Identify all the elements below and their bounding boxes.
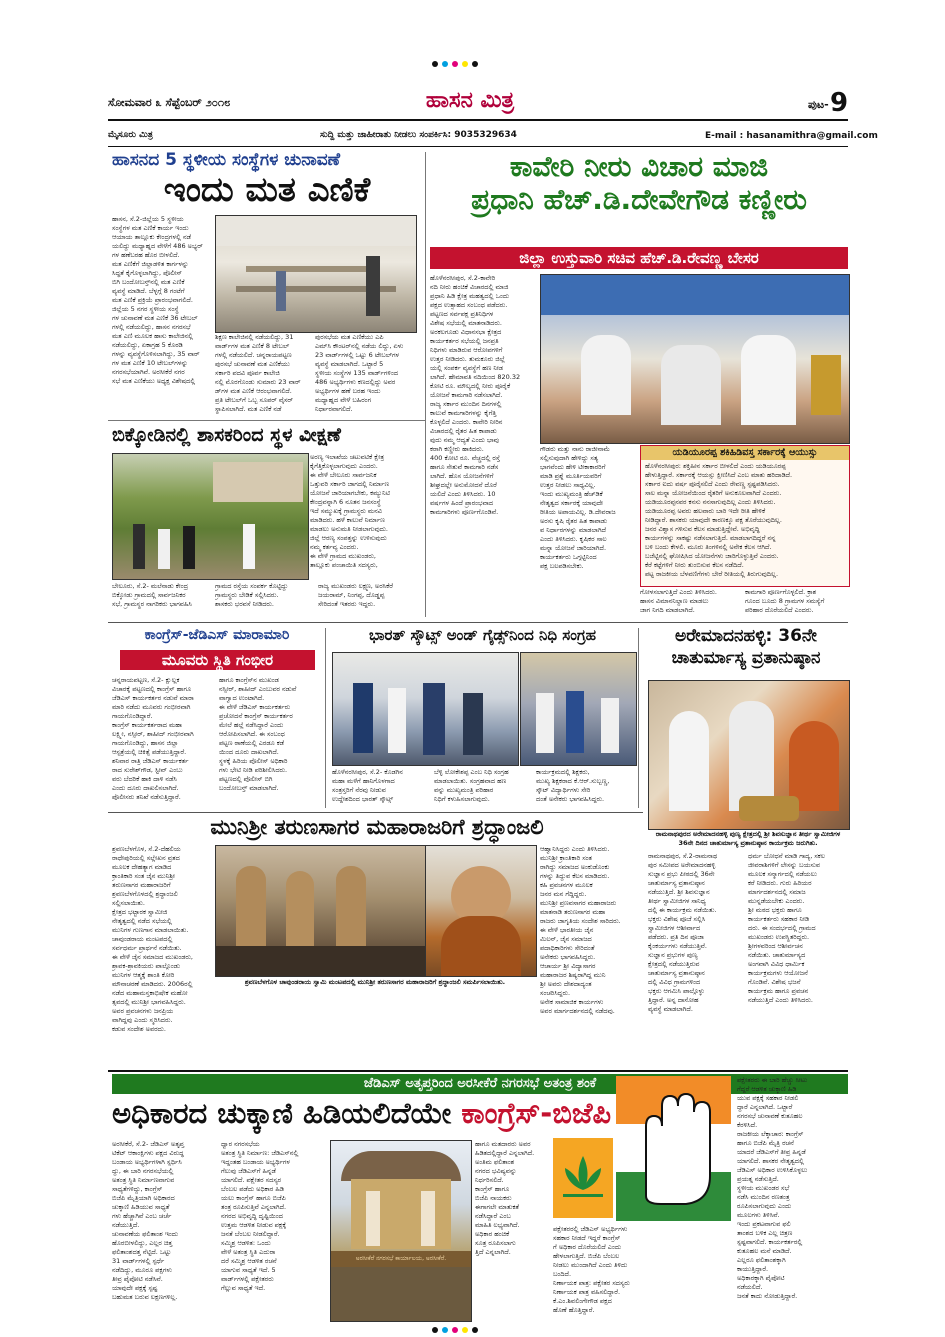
story6-headline-line1: ಅರೇಮಾದನಹಳ್ಳಿ: 36ನೇ — [675, 626, 817, 646]
scouts-photo-2 — [520, 652, 637, 766]
story6-body-col1: ರಾಮನಾಥಪುರ, ಸೆ.2-ರಾಮನಾಥ ಪುರ ಸಮೀಪದ ಅರೇಮಾದನಹಳ್ಳಿ ಸುಜ್ಞಾನ ಪ್ರಭು ಪೀಠದಲ್ಲಿ 36ನೇ ಚಾತುರ್ಮಾಸ್ಯ ವ್ರತಾನುಷ್ಠಾನ ನಡೆಯುತ್ತಿದೆ. ಶ್ರೀ ಶಿವಸುಜ್ಞಾನ ತೀರ್ಥ ಸ್ವಾಮೀಜಿಗಳ ಸಾನಿಧ್ಯ ದಲ್ಲಿ ಈ ಕಾರ್ಯಕ್ರಮ ನಡೆಯಿತು. ಭಕ್ತರು ವಿಶೇಷ ಪೂಜೆ ಸಲ್ಲಿಸಿ ಸ್ವಾಮೀಜಿಗಳ ಆಶೀರ್ವಾದ ಪಡೆದರು. ಪ್ರತಿ ದಿನ ಪೂಜಾ ಕೈಂಕರ್ಯಗಳು ನಡೆಯುತ್ತಿವೆ. ಸುಜ್ಞಾನ ಪ್ರಭುಗಳ ಪುಣ್ಯ ಕ್ಷೇತ್ರದಲ್ಲಿ ನಡೆಯುತ್ತಿರುವ ಚಾತುರ್ಮಾಸ್ಯ ವ್ರತಾನುಷ್ಠಾನ ದಲ್ಲಿ ವಿವಿಧ ಗ್ರಾಮಗಳಿಂದ ಭಕ್ತರು ಆಗಮಿಸಿ ಪಾಲ್ಗೊಳ್ಳು ತ್ತಿದ್ದಾರೆ. ಅನ್ನ ದಾಸೋಹ ವ್ಯವಸ್ಥೆ ಮಾಡಲಾಗಿದೆ. — [648, 852, 718, 1013]
story6-body-col2: ಧರ್ಮ ಬೋಧನೆ ಮಾಡಿ ಗಾದ್ಯ, ಸಕಲ ಜೀವರಾಶಿಗಳಿಗೆ ಲೇಸನ್ನು ಬಯಸುವ ಮೂಲಕ ಸನ್ಮಾರ್ಗದಲ್ಲಿ ನಡೆಯಲು ಕರೆ ನೀಡಿದರು. ಗುರು ಹಿರಿಯರ ಮಾರ್ಗದರ್ಶನದಲ್ಲಿ ಸಮಾಜ ಮುನ್ನಡೆಯಬೇಕು ಎಂದರು. ಶ್ರೀ ಮಠದ ಭಕ್ತರು ಹಾಗೂ ಕಾರ್ಯಕರ್ತರು ಸಹಕಾರ ನೀಡಿ ದರು. ಈ ಸಂದರ್ಭದಲ್ಲಿ ಗ್ರಾಮದ ಮುಖಂಡರು ಉಪಸ್ಥಿತರಿದ್ದರು. ಶ್ರೀಗಳವರಿಂದ ಆಶೀರ್ವಚನ ನಡೆಯಿತು. ಚಾತುರ್ಮಾಸ್ಯದ ಅಂಗವಾಗಿ ವಿವಿಧ ಧಾರ್ಮಿಕ ಕಾರ್ಯಕ್ರಮಗಳು ಆಯೋಜನೆ ಗೊಂಡಿವೆ. ವಿಶೇಷ ಭಜನೆ ಕಾರ್ಯಕ್ರಮ ಹಾಗೂ ಪ್ರವಚನ ನಡೆಯುತ್ತಿದೆ ಎಂದು ತಿಳಿಸಿದರು. — [748, 852, 825, 1004]
scouts-photo-1 — [332, 652, 519, 766]
story3-body-col1: ಅರಣ್ಯ ಇಲಾಖೆಯ ಚಟುವಟಿಕೆ ಕ್ಷೇತ್ರ ಕೈಗೆತ್ತಿಕೊಳ್ಳಲಾಗುವುದು ಎಂದರು. ಈ ವೇಳೆ ಬೇಲೂರು ಸಾರ್ವಜನಿಕ ಒತ್ತುವರಿ ಸರ್ಕಾರಿ ಜಾಗದಲ್ಲಿ ನಿರ್ಮಾಣ ಯೋಜನೆ ಜಾರಿಯಾಗಬೇಕು, ಕಮ್ಯುನಿಟಿ ಕೇಂದ್ರವನ್ನಾಗಿ 6 ನೂತನ ಜನಸಂಸ್ಥೆ ಇದೆ ಸಮ್ಮುಖಕ್ಕೆ ಗ್ರಾಮಸ್ಥರು ಮನವಿ ಮಾಡಿದರು. ಹಳೆ ಕಾಲುವೆ ನಿರ್ಮಾಣ ಮಾಡಲು ಅನುಮತಿ ನೀಡಲಾಗುವುದು. ಜಿಲ್ಲೆ ಆರಣ್ಯ ಸಂಪತ್ತನ್ನು ಉಳಿಸುವುದು ನಮ್ಮ ಕರ್ತವ್ಯ ಎಂದರು. ಈ ವೇಳೆ ಗ್ರಾಮದ ಮುಖಂಡರು, ತಾಲ್ಲೂಕು ಪಂಚಾಯಿತಿ ಸದಸ್ಯರು, — [310, 453, 391, 569]
story3-body-col2: ಬೇಲೂರು, ಸೆ.2- ಮಲೆನಾಡು ಕೇಂದ್ರ ಬಿಕ್ಕೋಡು ಗ್ರಾಮದಲ್ಲಿ ಸಾರ್ವಜನಿಕರ ಸಭೆ, ಗ್ರಾಮಸ್ಥರ ನಾಗರಿಕರು ಭಾಗವಹಿಸಿ — [112, 582, 192, 608]
bikkodu-site-photo — [112, 453, 309, 580]
story8-body-col5: ಪಕ್ಷೇತರರು ಈ ಬಾರಿ ಹೆಚ್ಚು ಸೀಟು ಗೆದ್ದರೆ ಆಡಳಿತ ಚುಕ್ಕಾಣಿ ಹಿಡಿ ಯುವ ಪಕ್ಷಕ್ಕೆ ಸಹಕಾರ ನೀಡಲಿ ದ್ದಾರೆ ಎನ್ನಲಾಗಿದೆ. ಒಟ್ಟಾರೆ ನಗರಸಭೆ ಚುನಾವಣೆ ಕುತೂಹಲ ಕೆರಳಿಸಿದೆ. ರಾಜಕೀಯ ಲೆಕ್ಕಾಚಾರ: ಕಾಂಗ್ರೆಸ್ ಹಾಗೂ ಬಿಜೆಪಿ ಮೈತ್ರಿ ರಚನೆ ಯಾದರೆ ಜೆಡಿಎಸ್‌ಗೆ ತೀವ್ರ ಹಿನ್ನಡೆ ಯಾಗಲಿದೆ. ಶಾಸಕರ ನೇತೃತ್ವದಲ್ಲಿ ಜೆಡಿಎಸ್ ಅಧಿಕಾರ ಉಳಿಸಿಕೊಳ್ಳಲು ಪ್ರಯತ್ನ ನಡೆಸುತ್ತಿದೆ. ಸ್ಥಳೀಯ ಮುಖಂಡರ ಸಭೆ ನಡೆಸಿ ಮುಂದಿನ ರಣತಂತ್ರ ರೂಪಿಸಲಾಗುವುದು ಎಂದು ಮೂಲಗಳು ತಿಳಿಸಿವೆ. ಇಂದು ಪ್ರಕಟವಾಗುವ ಫಲಿ ತಾಂಶದ ಬಳಿಕ ಎಲ್ಲ ಚಿತ್ರಣ ಸ್ಪಷ್ಟವಾಗಲಿದೆ. ಕಾರ್ಯಕರ್ತರಲ್ಲಿ ಕುತೂಹಲ ಮನೆ ಮಾಡಿದೆ. ಎಲ್ಲರೂ ಫಲಿತಾಂಶಕ್ಕಾಗಿ ಕಾಯುತ್ತಿದ್ದಾರೆ. ಅಧಿಕಾರಕ್ಕಾಗಿ ಪೈಪೋಟಿ ನಡೆಯಲಿದೆ. ಜನತೆ ಕಾದು ನೋಡುತ್ತಿದ್ದಾರೆ. — [737, 1076, 808, 1300]
story8-body-col2: ಧ್ವಾರ ನಗರಸಭೆಯ ಅತಂತ್ರ ಸ್ಥಿತಿ ನಿರ್ಮಾಣ: ಜೆಡಿಎಸ್‌ನಲ್ಲಿ ಇದ್ದಂತಹ ಬಂಡಾಯ ಅಭ್ಯರ್ಥಿಗಳ ಗೆಲುವು ಜೆಡಿಎಸ್‌ಗೆ ಹಿನ್ನಡೆ ಯಾಗಲಿದೆ. ಪಕ್ಷೇತರ ಸದಸ್ಯರ ಬೆಂಬಲ ಪಡೆದು ಅಧಿಕಾರ ಹಿಡಿ ಯಲು ಕಾಂಗ್ರೆಸ್ ಹಾಗೂ ಬಿಜೆಪಿ ತಂತ್ರ ರೂಪಿಸುತ್ತಿವೆ ಎನ್ನಲಾಗಿದೆ. ನಗರದ ಅಭಿವೃದ್ಧಿ ದೃಷ್ಟಿಯಿಂದ ಉತ್ತಮ ಆಡಳಿತ ನೀಡುವ ಪಕ್ಷಕ್ಕೆ ಜನತೆ ಬೆಂಬಲ ನೀಡಲಿದ್ದಾರೆ. ಸಮ್ಮಿಶ್ರ ಆಡಳಿತ: ಒಂದು ವೇಳೆ ಅತಂತ್ರ ಸ್ಥಿತಿ ಎದುರಾ ದರೆ ಸಮ್ಮಿಶ್ರ ಆಡಳಿತ ರಚನೆ ಯಾಗುವ ಸಾಧ್ಯತೆ ಇದೆ. 5 ವಾರ್ಡ್‌ಗಳಲ್ಲಿ ಪಕ್ಷೇತರರು ಗೆಲ್ಲುವ ಸಾಧ್ಯತೆ ಇದೆ. — [221, 1140, 299, 1292]
arsikere-office-photo — [330, 1140, 472, 1322]
bjp-lotus-symbol — [553, 1138, 613, 1218]
story8-headline-part2: ಕಾಂಗ್ರೆಸ್-ಬಿಜೆಪಿ — [461, 1096, 612, 1130]
story8-top-rule — [108, 1070, 848, 1072]
tarunsagar-portrait-photo — [425, 845, 537, 977]
story2-headline-line2: ಪ್ರಧಾನಿ ಹೆಚ್.ಡಿ.ದೇವೇಗೌಡ ಕಣ್ಣೀರು — [471, 183, 807, 217]
story1-body-col3: ಪುರಸಭೆಯ ಮತ ಎಣಿಕೆಯು ಎಪಿ ಎಮ್‌ಸಿ ಕೌಂಟರ್‌ನಲ್ಲಿ ನಡೆಯ ಲಿದ್ದು, ಏಳು 23 ವಾರ್ಡ್‌ಗಳಲ್ಲಿ ಒಟ್ಟು 6 ಟೇಬಲ್‌ಗಳ ವ್ಯವಸ್ಥೆ ಮಾಡಲಾಗಿದೆ. ಒಟ್ಟಾರೆ 5 ಸ್ಥಳೀಯ ಸಂಸ್ಥೆಗಳ 135 ವಾರ್ಡ್‌ಗಳಿಂದ 486 ಅಭ್ಯರ್ಥಿಗಳು ಕಣದಲ್ಲಿದ್ದು ಅವರ ಅಭ್ಯರ್ಥಿಗಳ ಹಣೆ ಬರಹ ಇಂದು ಮಧ್ಯಾಹ್ನದ ವೇಳೆ ಬಹಿರಂಗ ನಿರ್ಧಾರವಾಗಲಿದೆ. — [315, 333, 404, 413]
story7-body-col1: ಶ್ರವಣಬೆಳಗೊಳ, ಸೆ.2-ದೆಹಲಿಯ ರಾಧೇಪುರಿಯಲ್ಲಿ ಸಲ್ಲೇಖನ ವ್ರತದ ಮೂಲಕ ದೇಹತ್ಯಾಗ ಮಾಡಿದ ಕ್ರಾಂತಿಕಾರಿ ಸಂತ ಜೈನ ಮುನಿಶ್ರೀ ತರುಣಸಾಗರ ಮಹಾರಾಜರಿಗೆ ಶ್ರವಣಬೆಳಗೊಳದಲ್ಲಿ ಶ್ರದ್ಧಾಂಜಲಿ ಸಲ್ಲಿಸಲಾಯಿತು. ಕ್ಷೇತ್ರದ ಭಟ್ಟಾರಕ ಸ್ವಾಮೀಜಿ ನೇತೃತ್ವದಲ್ಲಿ ನಡೆದ ಸಭೆಯಲ್ಲಿ ಮುನಿಗಳ ಗುಣಗಾನ ಮಾಡಲಾಯಿತು. ಚಾವುಂಡರಾಯ ಮಂಟಪದಲ್ಲಿ ಸರ್ವಧರ್ಮ ಪ್ರಾರ್ಥನೆ ನಡೆಯಿತು. ಈ ವೇಳೆ ಜೈನ ಸಮಾಜದ ಮುಖಂಡರು, ಶ್ರಾವಕ-ಶ್ರಾವಕಿಯರು ಪಾಲ್ಗೊಂಡು ಮುನಿಗಳ ಆತ್ಮಕ್ಕೆ ಶಾಂತಿ ಕೋರಿ ಮೌನಾಚರಣೆ ಮಾಡಿದರು. 2006ರಲ್ಲಿ ನಡೆದ ಮಹಾಮಸ್ತಕಾಭಿಷೇಕ ಮಹೋ ತ್ಸವದಲ್ಲಿ ಮುನಿಶ್ರೀ ಭಾಗವಹಿಸಿದ್ದರು. ಅವರ ಪ್ರವಚನಗಳು ಜನಪ್ರಿಯ ವಾಗಿದ್ದವು ಎಂದು ಸ್ಮರಿಸಿದರು. ಕಡುವ ಸಂದೇಶ ಅವರದು. — [112, 845, 193, 1033]
story8-body-col4: ಪಕ್ಷೇತರರಲ್ಲಿ ಜೆಡಿಎಸ್ ಅಭ್ಯರ್ಥಿಗಳು ಸಹಕಾರ ನೀಡದೆ ಇದ್ದರೆ ಕಾಂಗ್ರೆಸ್ ಗೆ ಅಧಿಕಾರ ದೊರೆಯಲಿದೆ ಎಂದು ಹೇಳಲಾಗುತ್ತಿದೆ. ಬಿಜೆಪಿ ಬೆಂಬಲ ನೀಡಲು ಮುಂದಾಗಿದೆ ಎಂದು ತಿಳಿದು ಬಂದಿದೆ. ನಿರ್ಣಾಯಕ ಪಾತ್ರ: ಪಕ್ಷೇತರ ಸದಸ್ಯರು ನಿರ್ಣಾಯಕ ಪಾತ್ರ ವಹಿಸಲಿದ್ದಾರೆ. ಕೆ.ಎಂ.ಶಿವಲಿಂಗೇಗೌಡ ಪಕ್ಷದ ಹೊಣೆ ಹೊತ್ತಿದ್ದಾರೆ. — [553, 1225, 630, 1314]
story7-caption: ಶ್ರವಣಬೆಳಗೊಳ ಚಾವುಂಡರಾಯ ಸ್ವಾಮಿ ಮಂಟಪದಲ್ಲಿ ಮುನಿಶ್ರೀ ತರುಣಸಾಗರ ಮಹಾರಾಜರಿಗೆ ಶ್ರದ್ಧಾಂಜಲಿ ಸಮರ್ಪಿಸಲಾಯಿತು. — [244, 978, 506, 986]
story7-body-col4: ಆಹ್ವಾನಿಸಿದ್ದರು ಎಂದು ತಿಳಿಸಿದರು. ಮುನಿಶ್ರೀ ಕ್ರಾಂತಿಕಾರಿ ಸಂತ ರಾಗಿದ್ದು ಸಮಾಜದ ಅಂಕುಡೊಂಕು ಗಳನ್ನು ತಿದ್ದುವ ಕೆಲಸ ಮಾಡಿದರು. ಕಹಿ ಪ್ರವಚನಗಳ ಮೂಲಕ ಜನರ ಮನ ಗೆದ್ದಿದ್ದರು. ಮುನಿಶ್ರೀ ಪ್ರಣವಸಾಗರ ಮಹಾರಾಜರು ಮಾತನಾಡಿ ತರುಣಸಾಗರ ಮಹಾ ರಾಜರು ಜಾಗೃತಿಯ ಸಂದೇಶ ಸಾರಿದರು. ಈ ವೇಳೆ ಭಾರತೀಯ ಜೈನ ಮಿಲನ್, ಜೈನ ಸಮಾಜದ ಪದಾಧಿಕಾರಿಗಳು ಸೇರಿದಂತೆ ಅನೇಕರು ಭಾಗವಹಿಸಿದ್ದರು. ಆಚಾರ್ಯ ಶ್ರೀ ವಿದ್ಯಾಸಾಗರ ಮಹಾರಾಜರ ಶಿಷ್ಯರಾಗಿದ್ದ ಮುನಿ ಶ್ರೀ ಅವರು ದೇಶದಾದ್ಯಂತ ಸಂಚರಿಸಿದ್ದರು. ಅನೇಕ ಸಾಮಾಜಿಕ ಕಾರ್ಯಗಳು ಅವರ ಮಾರ್ಗದರ್ಶನದಲ್ಲಿ ನಡೆದವು. — [540, 845, 621, 1015]
arsikere-office-sign: ಅರಸೀಕೆರೆ ನಗರಸಭೆ ಕಾರ್ಯಾಲಯ, ಅರಸೀಕೆರೆ. — [331, 1251, 471, 1267]
story2-body-col2: ಗೌಡರು ಮತ್ತು ನಾನು ರಾಜೀನಾಮೆ ಸಲ್ಲಿಸುವುದಾಗಿ ಹೇಳಿದ್ದು ಸತ್ಯ ಭಾಗವೆಂದು ಹೇಳಿ ಟೀಕಾಕಾರರಿಗೆ ಮಾಡಿ ಪ್ರಶ್ನೆ ಮೂರ್ತಿಯವರಿಗೆ ಉತ್ತರ ನೀಡಲು ಸಾಧ್ಯವಿಲ್ಲ. ಇಂದು ಮುಖ್ಯಮಂತ್ರಿ ಹೆಚ್‌ಡಿಕೆ ನೇತೃತ್ವದ ಸರ್ಕಾರಕ್ಕೆ ಯಾವುದೇ ರೀತಿಯ ಅಪಾಯವಿಲ್ಲ. ಡಿ.ದೇವರಾಜ ಅರಸು ಕೃಷಿ ರೈತರ ಹಿತ ಕಾಪಾಡು ವ ನಿರ್ಧಾರಗಳನ್ನು ಮಾಡಲಾಗಿದೆ ಎಂದು ತಿಳಿಸಿದರು. ಕೃಷಿಕರ ಸಾಲ ಮನ್ನಾ ಯೋಜನೆ ಜಾರಿಯಾಗಿದೆ. ಕಾರ್ಯಕರ್ತರು ಒಗ್ಗಟ್ಟಿನಿಂದ ಪಕ್ಷ ಬಲಪಡಿಸಬೇಕು. — [540, 445, 616, 570]
lotus-icon — [553, 1138, 613, 1218]
story5-body-col1: ಹೊಳೆನರಸೀಪುರ, ಸೆ.2- ಕೊಡಗಿನ ಮಹಾ ಮಳೆಗೆ ಹಾನಿಗೊಳಗಾದ ಸಂತ್ರಸ್ತರಿಗೆ ನೆರವು ನೀಡುವ ಉದ್ದೇಶದಿಂದ ಭಾರತ್ ಸ್ಕೌಟ್ಸ್ — [332, 768, 403, 803]
page-number: 9 — [830, 88, 849, 118]
story7-top-rule — [108, 812, 643, 813]
tagline: ಮೈಸೂರು ಮಿತ್ರ — [108, 130, 153, 140]
story8-kicker: ಜೆಡಿಎಸ್ ಅತೃಪ್ತರಿಂದ ಅರಸೀಕೆರೆ ನಗರಸಭೆ ಅತಂತ್ರ ಶಂಕೆ — [112, 1074, 848, 1094]
story8-headline-part1: ಅಧಿಕಾರದ ಚುಕ್ಕಾಣಿ ಹಿಡಿಯಲಿದೆಯೇ — [112, 1096, 452, 1130]
story2-body-col4: ಕಾಮಗಾರಿ ಪೂರ್ಣಗೊಳ್ಳಲಿದೆ. ಕ್ರಾಶ ಗೂಂದ ಬೂದು 8 ಗ್ರಾಮಗಳ ಸಮಸ್ಯೆಗೆ ಪರಿಹಾರ ದೊರೆಯಲಿದೆ ಎಂದರು. — [745, 588, 825, 614]
issue-date: ಸೋಮವಾರ ೩ ಸೆಪ್ಟೆಂಬರ್ ೨೦೧೮ — [108, 96, 231, 109]
story3-headline: ಬಿಕ್ಕೋಡಿನಲ್ಲಿ ಶಾಸಕರಿಂದ ಸ್ಥಳ ವೀಕ್ಷಣೆ — [112, 424, 341, 446]
story7-headline: ಮುನಿಶ್ರೀ ತರುಣಸಾಗರ ಮಹಾರಾಜರಿಗೆ ಶ್ರದ್ಧಾಂಜಲಿ — [210, 815, 544, 839]
chaturmasya-photo — [648, 680, 850, 830]
story6-caption: ರಾಮನಾಥಪುರದ ಅರೇಮಾದನಹಳ್ಳಿ ಪುಣ್ಯ ಕ್ಷೇತ್ರದಲ್ಲಿ ಶ್ರೀ ಶಿವಸುಜ್ಞಾನ ತೀರ್ಥ ಸ್ವಾಮೀಜಿಗಳ 36ನೇ ದಿನದ ಚಾತುರ್ಮಾಸ್ಯ ವ್ರತಾನುಷ್ಠಾನ ಕಾರ್ಯಕ್ರಮ ಜರುಗಿತು. — [655, 830, 841, 847]
congress-hand-symbol — [616, 1076, 731, 1221]
story8-body-col1: ಅರಸೀಕೆರೆ, ಸೆ.2- ಜೆಡಿಎಸ್ ಅತೃಪ್ತ ಟಿಕೆಟ್ ಆಕಾಂಕ್ಷಿಗಳು ಪಕ್ಷದ ವಿರುದ್ಧ ಬಂಡಾಯ ಅಭ್ಯರ್ಥಿಗಳಾಗಿ ಸ್ಪರ್ಧಿಸಿ ದ್ದು, ಈ ಬಾರಿ ನಗರಸಭೆಯಲ್ಲಿ ಅತಂತ್ರ ಸ್ಥಿತಿ ನಿರ್ಮಾಣವಾಗುವ ಸಾಧ್ಯತೆಗಳಿದ್ದು, ಕಾಂಗ್ರೆಸ್ ಬಿಜೆಪಿ ಮೈತ್ರಿಯಾಗಿ ಅಧಿಕಾರದ ಚುಕ್ಕಾಣಿ ಹಿಡಿಯುವ ಸಾಧ್ಯತೆ ಗಳು ಹೆಚ್ಚಾಗಿವೆ ಎಂಬ ಚರ್ಚೆ ನಡೆಯುತ್ತಿದೆ. ಚುನಾವಣೆಯ ಫಲಿತಾಂಶ ಇಂದು ಹೊರಬೀಳಲಿದ್ದು, ಎಲ್ಲರ ಚಿತ್ತ ಫಲಿತಾಂಶದತ್ತ ನೆಟ್ಟಿದೆ. ಒಟ್ಟು 31 ವಾರ್ಡ್‌ಗಳಲ್ಲಿ ಸ್ಪರ್ಧೆ ನಡೆದಿದ್ದು, ಮೂರೂ ಪಕ್ಷಗಳು ತೀವ್ರ ಪೈಪೋಟಿ ನಡೆಸಿವೆ. ಯಾವುದೇ ಪಕ್ಷಕ್ಕೆ ಸ್ಪಷ್ಟ ಬಹುಮತ ಬರುವ ಲಕ್ಷಣಗಳಿಲ್ಲ. — [112, 1140, 185, 1301]
story2-subhead: ಜಿಲ್ಲಾ ಉಸ್ತುವಾರಿ ಸಚಿವ ಹೆಚ್.ಡಿ.ರೇವಣ್ಣ ಬೇಸರ — [430, 247, 848, 269]
story5-body-col2: ಬೆಳ್ಳಿ ಲೋಕೇಶಪ್ಪ ಎಂಬ ನಿಧಿ ಸಂಗ್ರಹ ಮಾಡಲಾಯಿತು. ಸಂಗ್ರಹವಾದ ಹಣ ವನ್ನು ಮುಖ್ಯಮಂತ್ರಿ ಪರಿಹಾರ ನಿಧಿಗೆ ಕಳುಹಿಸಲಾಗುವುದು. — [434, 768, 509, 803]
tarunsagar-tribute-photo — [215, 845, 427, 977]
devegowda-event-photo — [540, 274, 850, 444]
story5-body-col3: ಕಾರ್ಯಕ್ರಮದಲ್ಲಿ ಶಿಕ್ಷಕರು, ಮುಖ್ಯ ಶಿಕ್ಷಕರಾದ ಕೆ.ಆರ್.ಸುಬ್ಬಣ್ಣ, ಸ್ಕೌಟ್ ವಿದ್ಯಾರ್ಥಿಗಳು ಸೇರಿ ದಂತೆ ಅನೇಕರು ಭಾಗವಹಿಸಿದ್ದರು. — [536, 768, 610, 803]
story8-body-col3: ಹಾಗೂ ಮತದಾರರು ಅವರ ಹಿಡಿತದಲ್ಲಿದ್ದಾರೆ ಎನ್ನಲಾಗಿದೆ. ಅಂತಿಮ ಫಲಿತಾಂಶ ನಗರದ ಭವಿಷ್ಯವನ್ನು ನಿರ್ಧರಿಸಲಿದೆ. ಕಾಂಗ್ರೆಸ್ ಹಾಗೂ ಬಿಜೆಪಿ ನಾಯಕರು ಈಗಾಗಲೇ ಮಾತುಕತೆ ನಡೆಸಿದ್ದಾರೆ ಎಂಬ ಮಾಹಿತಿ ಲಭ್ಯವಾಗಿದೆ. ಅಧಿಕಾರ ಹಂಚಿಕೆ ಸೂತ್ರ ರೂಪಿಸಲಾಗು ತ್ತಿದೆ ಎನ್ನಲಾಗಿದೆ. — [475, 1140, 535, 1256]
row2-divider-a — [325, 628, 326, 808]
story3-body-col4: ರಾಜ್ಯ ಮುಖಂಡರು ಲಕ್ಷ್ಮಣ, ಅರಸಿಕೆರೆ ಜಯರಾಮ್, ನಿಂಗಪ್ಪ, ದೊಡ್ಡಪ್ಪ ಸೇರಿದಂತೆ ಇತರರು ಇದ್ದರು. — [318, 582, 393, 608]
story4-body-col2: ಹಾಗೂ ಕಾಂಗ್ರೆಸ್‌ನ ಮುಖಂಡ ನಸ್ಸೀರ್, ಶಾಹೀದ್ ಎಂಬುವರ ನಡುವೆ ವಾಗ್ವಾದ ಉಂಟಾಗಿದೆ. ಈ ವೇಳೆ ಜೆಡಿಎಸ್ ಕಾರ್ಯಕರ್ತರು ಪ್ರಚೋದನೆ ಕಾಂಗ್ರೆಸ್ ಕಾರ್ಯಕರ್ತರ ಮೇಲೆ ಹಲ್ಲೆ ನಡೆಸಿದ್ದಾರೆ ಎಂದು ಆರೋಪಿಸಲಾಗಿದೆ. ಈ ಸಂಬಂಧ ಪಟ್ಟಣ ಠಾಣೆಯಲ್ಲಿ ಎರಡೂ ಕಡೆ ಯಿಂದ ದೂರು ದಾಖಲಾಗಿದೆ. ಸ್ಥಳಕ್ಕೆ ಹಿರಿಯ ಪೊಲೀಸ್ ಅಧಿಕಾರಿ ಗಳು ಭೇಟಿ ನೀಡಿ ಪರಿಶೀಲಿಸಿದರು. ಪಟ್ಟಣದಲ್ಲಿ ಪೊಲೀಸ್ ಬಿಗಿ ಬಂದೋಬಸ್ತ್ ಮಾಡಲಾಗಿದೆ. — [219, 676, 297, 792]
story2-body-col1: ಹೊಳೆನರಸೀಪುರ, ಸೆ.2-ಕಾವೇರಿ ನದಿ ನೀರು ಹಂಚಿಕೆ ವಿಚಾರದಲ್ಲಿ ಮಾಜಿ ಪ್ರಧಾನಿ ಹಿಡಿ ಕ್ಷೇತ್ರ ಮಹತ್ವದಲ್ಲಿ ಒಂದು ಪಕ್ಷದ ಉತ್ಸಾಹದ ಸಂಬಂಧ ಪಡೆದರು. ಪಟ್ಟಣದ ಸರ್ವಪಕ್ಷ ಪ್ರತಿನಿಧಿಗಳ ವಿಶೇಷ ಸಭೆಯಲ್ಲಿ ಮಾತನಾಡಿದರು. ಅರಕಲಗೂಡು ವಿಧಾನಸಭಾ ಕ್ಷೇತ್ರದ ಕಾರ್ಯಕರ್ತರ ಸಭೆಯಲ್ಲಿ ಜನಪ್ರತಿ ನಿಧಿಗಳು ಮಾಡಿರುವ ಆರೋಪಗಳಿಗೆ ಉತ್ತರ ನೀಡಿದರು. ತುಮಕೂರು ಜಿಲ್ಲೆ ಯಲ್ಲಿ ಸಂಪರ್ಕ ವ್ಯವಸ್ಥೆಗೆ ಹಣ ನೀಡ ಲಾಗಿದೆ. ಹೇಮಾವತಿ ನದಿಯಿಂದ 820.32 ಕೋಟಿ ರೂ. ಮೌಲ್ಯದಲ್ಲಿ ನೀರು ಪೂರೈಕೆ ಯೋಜನೆ ಕಾಮಗಾರಿ ನಡೆಸಲಾಗಿದೆ. ರಾಜ್ಯ ಸರ್ಕಾರ ಮುಂದಿನ ದಿನಗಳಲ್ಲಿ ಕಾಲುವೆ ಕಾಮಗಾರಿಗಳನ್ನು ಕೈಗೆತ್ತಿ ಕೊಳ್ಳಲಿದೆ ಎಂದರು. ಕಾವೇರಿ ನೀರಿನ ವಿಚಾರದಲ್ಲಿ ರೈತರ ಹಿತ ಕಾಪಾಡು ವುದು ನಮ್ಮ ಆದ್ಯತೆ ಎಂದು ಭಾವು ಕರಾಗಿ ಕಣ್ಣೀರು ಹಾಕಿದರು. 400 ಕೋಟಿ ರೂ. ವೆಚ್ಚದಲ್ಲಿ ರಸ್ತೆ ಹಾಗೂ ಸೇತುವೆ ಕಾಮಗಾರಿ ನಡೆಸ ಲಾಗಿದೆ. ಹೊಸ ಯೋಜನೆಗಳಿಗೆ ಶೀಘ್ರದಲ್ಲೇ ಅನುಮೋದನೆ ದೊರೆ ಯಲಿದೆ ಎಂದು ತಿಳಿಸಿದರು. 10 ವರ್ಷಗಳ ಹಿಂದೆ ಪ್ರಾರಂಭವಾದ ಕಾಮಗಾರಿಗಳು ಪೂರ್ಣಗೊಂಡಿವೆ. — [430, 274, 521, 516]
counting-hall-photo — [215, 215, 417, 333]
story4-body-col1: ಚನ್ನರಾಯಪಟ್ಟಣ, ಸೆ.2- ಕ್ಷುಲ್ಲಕ ವಿಚಾರಕ್ಕೆ ಪಟ್ಟಣದಲ್ಲಿ ಕಾಂಗ್ರೆಸ್ ಹಾಗೂ ಜೆಡಿಎಸ್ ಕಾರ್ಯಕರ್ತರ ನಡುವೆ ಮಾರಾ ಮಾರಿ ನಡೆದು ಮೂವರು ಗಂಭೀರವಾಗಿ ಗಾಯಗೊಂಡಿದ್ದಾರೆ. ಕಾಂಗ್ರೆಸ್ ಕಾರ್ಯಕರ್ತರಾದ ಮಹಾ ಲಕ್ಷ್ಮೀ, ನಸ್ಸೀರ್, ಶಾಹೀದ್ ಗಂಭೀರವಾಗಿ ಗಾಯಗೊಂಡಿದ್ದು, ಹಾಸನ ಜಿಲ್ಲಾ ಆಸ್ಪತ್ರೆಯಲ್ಲಿ ಚಿಕಿತ್ಸೆ ಪಡೆಯುತ್ತಿದ್ದಾರೆ. ಶನಿವಾರ ರಾತ್ರಿ ಜೆಡಿಎಸ್ ಕಾರ್ಯಕರ್ತ ರಾದ ಸುರೇಶ್‌ಗೌಡ, ಸ್ಟೀವ್ ಎಂಬು ವರು ಬೆದರಿಕೆ ಹಾಕಿ ದಾಳಿ ನಡೆಸಿ ಎಂದು ದೂರು ದಾಖಲಿಸಲಾಗಿದೆ. ಪೊಲೀಸರು ತನಿಖೆ ನಡೆಸುತ್ತಿದ್ದಾರೆ. — [112, 676, 194, 801]
yeddyurappa-box-title: ಯಡಿಯೂರಪ್ಪ ಶಕಿಹಿಡಿವಸ್ತ ಸರ್ಕಾರಕ್ಕೆ ಆಯುಸ್ಸು — [641, 446, 849, 460]
news-contact: ಸುದ್ದಿ ಮತ್ತು ಜಾಹೀರಾತು ನೀಡಲು ಸಂಪರ್ಕಿಸಿ: 9035329634 — [320, 130, 517, 140]
subheader-rule — [108, 146, 848, 147]
story6-headline-line2: ಚಾತುರ್ಮಾಸ್ಯ ವ್ರತಾನುಷ್ಠಾನ — [671, 648, 821, 668]
story1-headline: ಇಂದು ಮತ ಎಣಿಕೆ — [163, 170, 371, 210]
story2-body-col3: ಗೋಳಸಲಾಗುತ್ತಿದೆ ಎಂದು ತಿಳಿಸಿದರು. ಹಾಸನ ವಿಮಾನನಿಲ್ದಾಣ ಮಾಡಲು ಜಾಗ ನಿಗದಿ ಮಾಡಲಾಗಿದೆ. — [640, 588, 717, 614]
story5-headline: ಭಾರತ್ ಸ್ಕೌಟ್ಸ್ ಅಂಡ್ ಗೈಡ್ಸ್‌ನಿಂದ ನಿಧಿ ಸಂಗ್ರಹ — [369, 626, 596, 644]
row2-divider-b — [638, 628, 639, 808]
page-label: ಪುಟ- — [808, 98, 829, 111]
color-registration-marks — [430, 1318, 480, 1337]
column-divider — [425, 152, 426, 617]
color-registration-marks-top — [430, 52, 480, 71]
story4-subhead: ಮೂವರು ಸ್ಥಿತಿ ಗಂಭೀರ — [120, 650, 315, 670]
hand-icon — [616, 1076, 731, 1221]
yeddyurappa-box: ಯಡಿಯೂರಪ್ಪ ಶಕಿಹಿಡಿವಸ್ತ ಸರ್ಕಾರಕ್ಕೆ ಆಯುಸ್ಸು ಹೊಳೆನರಸೀಪುರ: ಶಕ್ತಿಹೀನ ಸರ್ಕಾರ ಬೀಳಲಿದೆ ಎಂದು ಯಡಿಯೂರಪ್ಪ ಹೇಳುತ್ತಿದ್ದಾರೆ. ಸರ್ಕಾರಕ್ಕೆ ಆಯಸ್ಸು ಕ್ಷೀಣಿಸಿದೆ ಎಂಬ ಮಾತು ಹರಿದಾಡಿದೆ. ಸರ್ಕಾರ ಐದು ವರ್ಷ ಪೂರೈಸಲಿದೆ ಎಂದು ರೇವಣ್ಣ ಸ್ಪಷ್ಟಪಡಿಸಿದರು. ಸಾಲ ಮನ್ನಾ ಯೋಜನೆಯಿಂದ ರೈತರಿಗೆ ಅನುಕೂಲವಾಗಿದೆ ಎಂದರು. ಯಡಿಯೂರಪ್ಪನವರ ಕನಸು ನನಸಾಗುವುದಿಲ್ಲ ಎಂದು ತಿಳಿಸಿದರು. ಯಡಿಯೂರಪ್ಪ ಅವರು ಹಲವಾರು ಬಾರಿ ಇದೇ ರೀತಿ ಹೇಳಿಕೆ ನೀಡಿದ್ದಾರೆ. ಶಾಸಕರು ಯಾವುದೇ ಕಾರಣಕ್ಕೂ ಪಕ್ಷ ತೊರೆಯುವುದಿಲ್ಲ. ಜನರ ವಿಶ್ವಾಸ ಗಳಿಸುವ ಕೆಲಸ ಮಾಡುತ್ತಿದ್ದೇವೆ. ಅಭಿವೃದ್ಧಿ ಕಾರ್ಯಗಳನ್ನು ಸಾಕಷ್ಟು ನಡೆಸಲಾಗುತ್ತಿದೆ. ಮಾಡಲಾಗದಿದ್ದರೆ ನನ್ನ ಬಳಿ ಬಂದು ಕೇಳಲಿ. ಮೂರು ತಿಂಗಳಿನಲ್ಲಿ ಅನೇಕ ಕೆಲಸ ಆಗಿದೆ. ಬಜೆಟ್ಟಿನಲ್ಲಿ ಘೋಷಿಸಿದ ಯೋಜನೆಗಳು ಜಾರಿಗೊಳ್ಳುತ್ತಿವೆ ಎಂದರು. ಕೆರೆ ಕಟ್ಟೆಗಳಿಗೆ ನೀರು ತುಂಬಿಸುವ ಕೆಲಸ ನಡೆದಿದೆ. ಪಟ್ಟ ರಾಜಕೀಯ ಬೆಳವಣಿಗೆಗಳು ಬೇರೆ ರೀತಿಯಲ್ಲಿ ತಿರುಗುವುದಿಲ್ಲ. — [640, 445, 850, 587]
story2-headline-line1: ಕಾವೇರಿ ನೀರು ವಿಚಾರ ಮಾಜಿ — [509, 150, 769, 183]
header-rule — [108, 119, 848, 121]
email-address: E-mail : hasanamithra@gmail.com — [705, 131, 878, 141]
masthead: ಹಾಸನ ಮಿತ್ರ — [425, 88, 515, 113]
story1-body-col2: ಶಿಕ್ಷಣ ಕಾಲೇಜಿನಲ್ಲಿ ನಡೆಯಲಿದ್ದು, 31 ವಾರ್ಡ್‌ಗಳ ಮತ ಎಣಿಕೆ 8 ಟೇಬಲ್ ಗಳಲ್ಲಿ ನಡೆಯಲಿದೆ. ಚನ್ನರಾಯಪಟ್ಟಣ ಪುರಸಭೆ ಚುನಾವಣೆ ಮತ ಎಣಿಕೆಯು ಸರ್ಕಾರಿ ಪದವಿ ಪೂರ್ವ ಕಾಲೇಜಿ ನಲ್ಲಿ ಮೊರಗೊಂಡು ಸುಮಾರು 23 ವಾರ್ ಡ್‌ಗಳ ಮತ ಎಣಿಕೆ ಆರಂಭವಾಗಲಿದೆ. ಪ್ರತಿ ಟೇಬಲ್‌ಗೆ ಒಬ್ಬ ಸೂಪರ್ ವೈಸರ್ ಸ್ಥಾಪಿಸಲಾಗಿದೆ. ಮತ ಎಣಿಕೆ ನಡೆ — [215, 333, 301, 413]
story3-top-rule — [108, 420, 425, 421]
story1-body-col1: ಹಾಸನ, ಸೆ.2-ಜಿಲ್ಲೆಯ 5 ಸ್ಥಳೀಯ ಸಂಸ್ಥೆಗಳ ಮತ ಎಣಿಕೆ ಕಾರ್ಯ ಇಂದು ಆಯಾಯ ತಾಲ್ಲೂಕು ಕೇಂದ್ರಗಳಲ್ಲಿ ನಡೆ ಯಲಿದ್ದು ಮಧ್ಯಾಹ್ನದ ವೇಳೆಗೆ 486 ಅಭ್ಯರ್ ಗಳ ಹಣೆಬರಹ ಹೊರ ಬೀಳಲಿದೆ. ಮತ ಎಣಿಕೆಗೆ ಜಿಲ್ಲಾಡಳಿತ ಕಾರ್ಗಳನ್ನು ಸಿದ್ಧತೆ ಕೈಗೊಳ್ಳಲಾಗಿದ್ದು, ಪೊಲೀಸ್ ಬಿಗಿ ಬಂದೋಬಸ್ತ್‌ನಲ್ಲಿ ಮತ ಎಣಿಕೆ ವ್ಯವಸ್ಥೆ ಮಾಡಿದೆ. ಬೆಳ್ಳಗ್ಗೆ 8 ಗಂಟೆಗೆ ಮತ ಎಣಿಕೆ ಪ್ರಕ್ರಿಯೆ ಪ್ರಾರಂಭವಾಗಲಿದೆ. ಜಿಲ್ಲೆಯ 5 ನಗರ ಸ್ಥಳೀಯ ಸಂಸ್ಥೆ ಗಳ ಚುನಾವಣೆ ಮತ ಎಣಿಕೆ 36 ಟೇಬಲ್ ಗಳಲ್ಲಿ ನಡೆಯಲಿದ್ದು, ಹಾಸನ ನಗರಸಭೆ ಮತ ಎಣಿ ಮೂಲಕ ಹಾಸು ಕಾಲೇಜಿನಲ್ಲಿ ನಡೆಯಲಿದ್ದು, ಏಕಾಗ್ರಹ 5 ಕೊಠಡಿ ಗಳನ್ನು ವ್ಯವಸ್ಥೆಗೊಳಿಸಲಾಗಿದ್ದು, 35 ವಾರ್ ಗಳ ಮತ ಎಣಿಕೆ 10 ಟೇಬಲ್‌ಗಳನ್ನು ನಗರಸಭೆಯಾಗಿವೆ. ಅರಸೀಕೆರೆ ನಗರ ಸಭೆ ಮತ ಎಣಿಕೆಯು ಅಧ್ಯಕ್ಷ ವಿಶೇಷದಲ್ಲಿ — [112, 215, 203, 385]
row2-rule — [108, 622, 848, 623]
story1-kicker: ಹಾಸನದ 5 ಸ್ಥಳೀಯ ಸಂಸ್ಥೆಗಳ ಚುನಾವಣೆ — [112, 150, 341, 170]
story3-body-col3: ಗ್ರಾಮದ ರಸ್ತೆಯ ಸಂಪರ್ಕ ಕೊಟ್ಟಿದ್ದು ಗ್ರಾಮಸ್ಥರು ಬೇಡಿಕೆ ಸಲ್ಲಿಸಿದರು. ಶಾಸಕರು ಭರವಸೆ ನೀಡಿದರು. — [215, 582, 289, 608]
story4-headline: ಕಾಂಗ್ರೆಸ್-ಜೆಡಿಎಸ್ ಮಾರಾಮಾರಿ — [144, 627, 290, 643]
story2-headline-block — [430, 152, 848, 244]
